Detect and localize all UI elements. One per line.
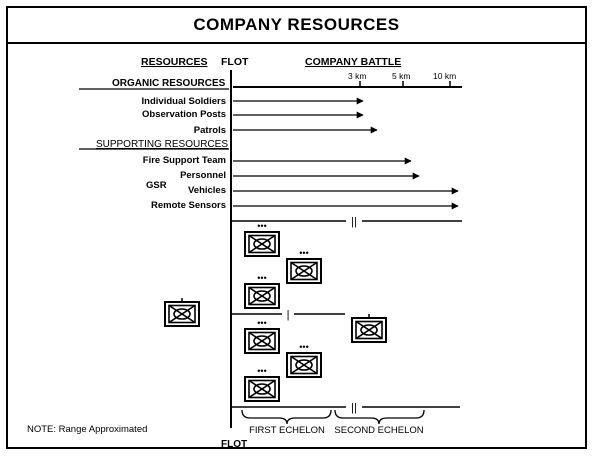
- svg-text:•••: •••: [257, 221, 267, 231]
- individual-soldiers-label: Individual Soldiers: [141, 96, 226, 107]
- svg-text:•••: •••: [257, 318, 267, 328]
- platoon-symbol-bottom-2: [287, 342, 321, 377]
- svg-text:•••: •••: [257, 366, 267, 376]
- flot-bottom-label: FLOT: [221, 439, 248, 450]
- platoon-symbol-bottom-3: [245, 366, 279, 401]
- platoon-symbol-top-3: [245, 273, 279, 308]
- first-echelon-brace: [242, 410, 331, 424]
- fire-support-team-label: Fire Support Team: [142, 155, 226, 166]
- second-echelon-company-symbol: [352, 314, 386, 342]
- supporting-resources-heading: SUPPORTING RESOURCES: [95, 139, 228, 150]
- gsr-label: GSR: [146, 180, 167, 191]
- svg-text:•••: •••: [299, 342, 309, 352]
- remote-sensors-label: Remote Sensors: [151, 200, 226, 211]
- second-echelon-brace: [335, 410, 424, 424]
- scale-label-5km: 5 km: [392, 71, 411, 81]
- organic-resources-heading: ORGANIC RESOURCES: [112, 78, 226, 89]
- company-battle-header: COMPANY BATTLE: [305, 56, 402, 68]
- second-echelon-label: SECOND ECHELON: [334, 425, 424, 436]
- platoon-symbol-top-1: [245, 221, 279, 256]
- svg-text:•••: •••: [299, 248, 309, 258]
- patrols-label: Patrols: [193, 125, 226, 136]
- svg-text:•••: •••: [257, 273, 267, 283]
- page-title: COMPANY RESOURCES: [8, 8, 585, 44]
- flot-top-label: FLOT: [221, 56, 249, 68]
- range-note: NOTE: Range Approximated: [27, 424, 148, 435]
- scale-label-10km: 10 km: [433, 71, 457, 81]
- first-echelon-label: FIRST ECHELON: [249, 425, 325, 436]
- gsr-vehicles-label: Vehicles: [187, 185, 226, 196]
- observation-posts-label: Observation Posts: [142, 109, 226, 120]
- company-unit-symbol: [165, 298, 199, 326]
- gsr-personnel-label: Personnel: [180, 170, 226, 181]
- boundary-mark-center: |: [286, 309, 290, 321]
- resources-header: RESOURCES: [141, 56, 208, 68]
- scale-label-3km: 3 km: [348, 71, 367, 81]
- platoon-symbol-top-2: [287, 248, 321, 283]
- boundary-mark-bottom: ||: [351, 402, 357, 414]
- platoon-symbol-bottom-1: [245, 318, 279, 353]
- boundary-mark-top: ||: [351, 216, 357, 228]
